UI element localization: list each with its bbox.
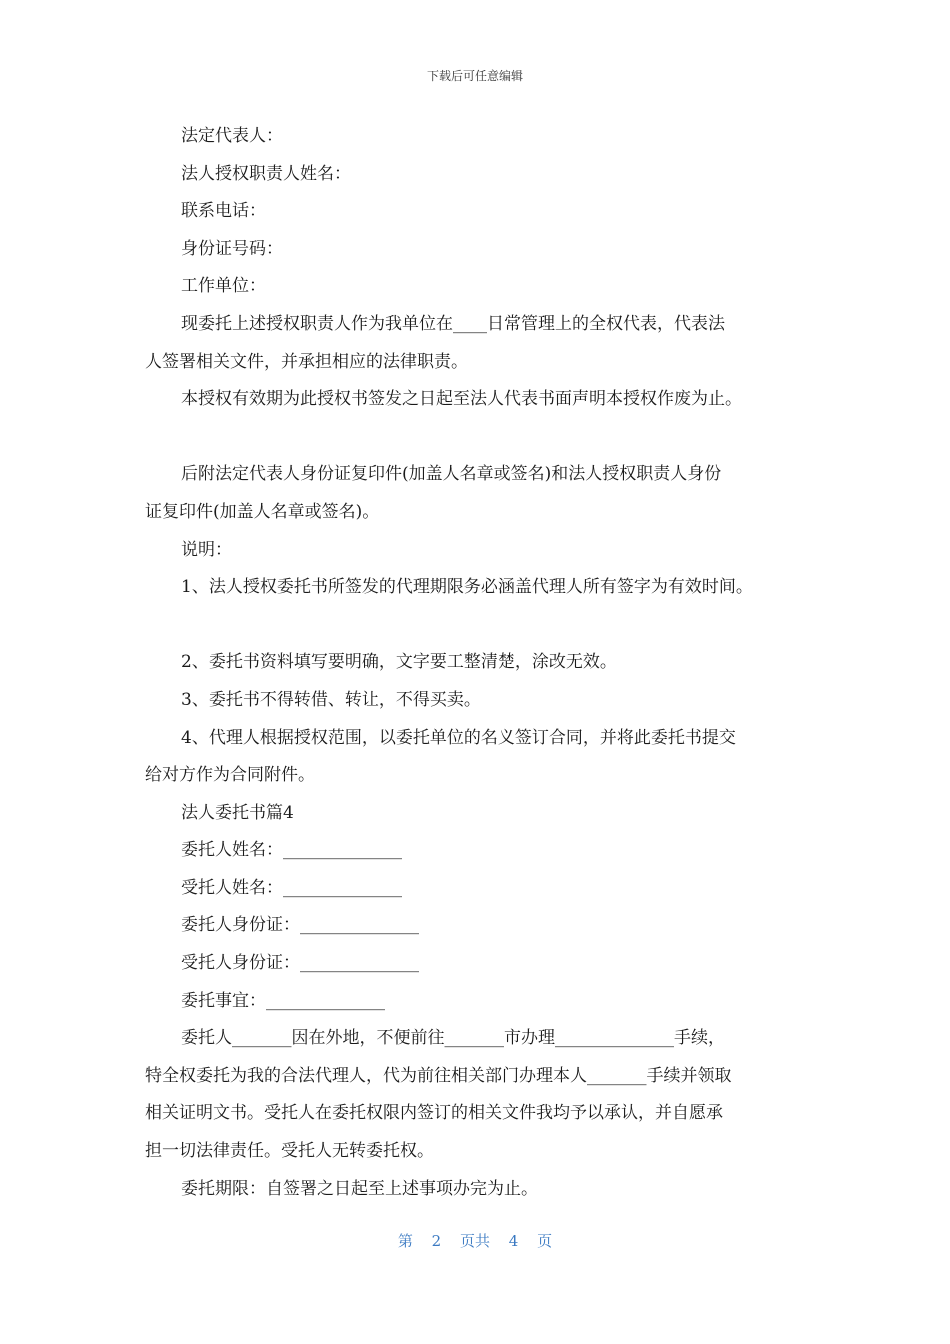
paragraph-line: 法人授权职责人姓名： [181,163,351,184]
blank-line [145,419,825,457]
page-header: 下载后可任意编辑 [426,69,523,83]
paragraph-line: 4、代理人根据授权范围，以委托单位的名义签订合同，并将此委托书提交 [181,727,736,748]
paragraph-line: 特全权委托为我的合法代理人，代为前往相关部门办理本人_______手续并领取 [145,1065,732,1086]
paragraph-line: 受托人身份证：______________ [181,953,419,974]
paragraph-line: 本授权有效期为此授权书签发之日起至法人代表书面声明本授权作废为止。 [181,389,742,410]
paragraph-line: 法定代表人： [181,126,283,146]
footer-middle: 页共 [459,1232,490,1250]
footer-total-pages: 4 [508,1232,519,1250]
page-footer [0,1230,950,1251]
paragraph-line: 2、委托书资料填写要明确，文字要工整清楚，涂改无效。 [181,652,617,673]
paragraph-line: 法人委托书篇4 [181,802,294,823]
paragraph-line: 委托人姓名：______________ [181,840,402,861]
paragraph-line: 现委托上述授权职责人作为我单位在____日常管理上的全权代表，代表法 [181,313,725,334]
document-body [145,118,825,1208]
paragraph-line: 委托事宜：______________ [181,990,385,1011]
blank-line [145,607,825,645]
paragraph-line: 后附法定代表人身份证复印件(加盖人名章或签名)和法人授权职责人身份 [181,464,722,485]
footer-prefix: 第 [397,1232,413,1250]
paragraph-line: 1、法人授权委托书所签发的代理期限务必涵盖代理人所有签字为有效时间。 [181,577,753,598]
paragraph-line: 证复印件(加盖人名章或签名)。 [145,501,380,522]
paragraph-line: 委托人_______因在外地，不便前往_______市办理______________手续， [181,1028,725,1049]
paragraph-line: 委托人身份证：______________ [181,915,419,936]
paragraph-line: 说明： [181,539,232,560]
footer-suffix: 页 [537,1232,553,1250]
paragraph-line: 联系电话： [181,201,266,222]
paragraph-line: 受托人姓名：______________ [181,877,402,898]
paragraph-line: 担一切法律责任。受托人无转委托权。 [145,1141,434,1162]
paragraph-line: 相关证明文书。受托人在委托权限内签订的相关文件我均予以承认，并自愿承 [145,1103,723,1124]
paragraph-line: 给对方作为合同附件。 [145,765,315,786]
paragraph-line: 工作单位： [181,276,266,297]
paragraph-line: 身份证号码： [181,238,283,259]
paragraph-line: 3、委托书不得转借、转让，不得买卖。 [181,689,481,710]
paragraph-line: 人签署相关文件，并承担相应的法律职责。 [145,351,468,372]
footer-current-page: 2 [431,1232,442,1250]
paragraph-line: 委托期限：自签署之日起至上述事项办完为止。 [181,1178,538,1199]
